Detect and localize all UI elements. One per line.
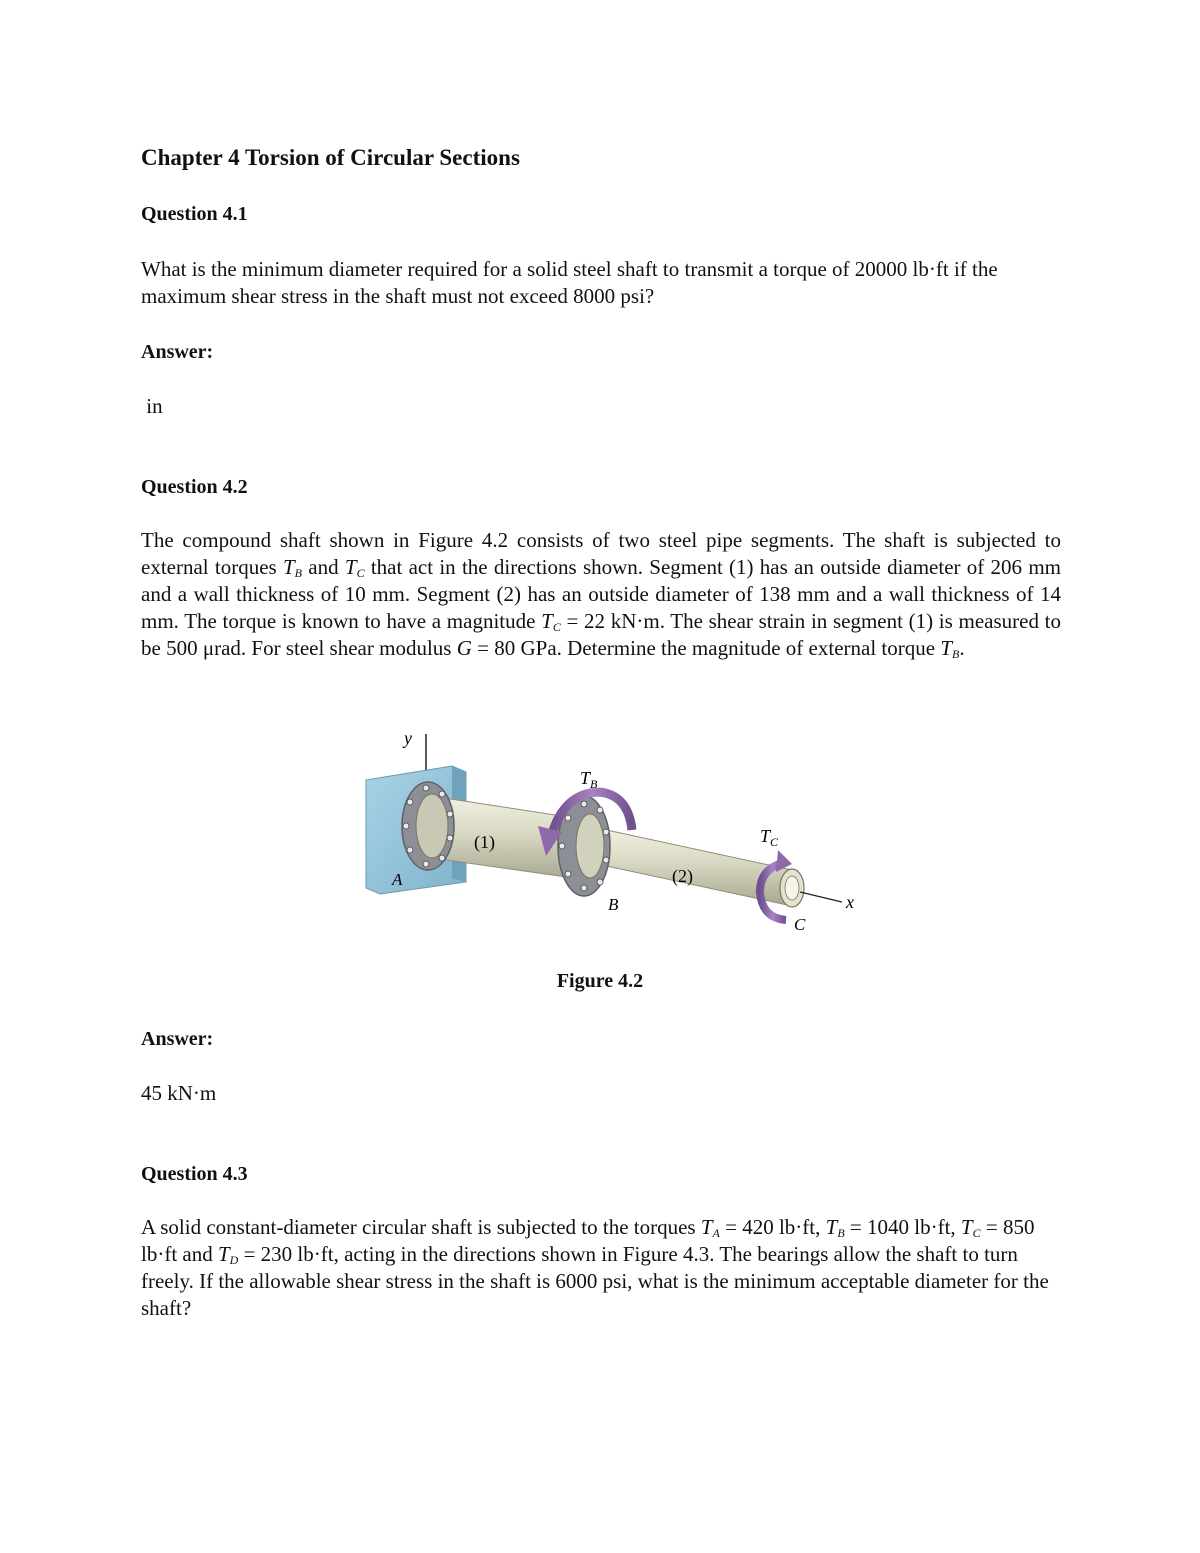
- compound-shaft-diagram: [340, 722, 880, 942]
- question-4-2-answer-label: Answer:: [141, 1028, 214, 1050]
- question-4-2-heading: Question 4.2: [141, 476, 248, 498]
- figure-4-2: [340, 722, 880, 942]
- q3-td-symbol: T: [217, 1242, 230, 1266]
- torque-tb-subscript: B: [590, 777, 598, 791]
- x-axis-line: [800, 892, 842, 902]
- segment-2-label: (2): [672, 866, 693, 886]
- q2-tc-symbol-2: T: [541, 609, 553, 633]
- q3-text-part-1: A solid constant-diameter circular shaft is subjected to the torques: [141, 1215, 701, 1239]
- torque-tb-letter: T: [580, 768, 591, 788]
- y-axis-label: y: [404, 728, 412, 748]
- q2-text-part-3: that act in the directions shown. Segment (1) has an outside diameter of 206 mm and a wall thickness of 10 mm. Segment (2) has an outside diameter of 138 mm and a wall thickness of 14 mm. The torque is known to have a magnitude: [141, 555, 1061, 633]
- q3-ta-symbol: T: [700, 1215, 713, 1239]
- q3-tb-symbol: T: [825, 1215, 838, 1239]
- flange-b-hub: [576, 814, 604, 878]
- q3-text-part-2: = 420 lb·ft,: [719, 1215, 826, 1239]
- q2-tb-symbol-2: T: [940, 636, 953, 660]
- question-4-1-answer-value: in: [141, 394, 163, 418]
- question-4-3-heading: Question 4.3: [141, 1163, 248, 1185]
- torque-tc-label: [760, 826, 779, 849]
- question-4-1-answer-label: Answer:: [141, 341, 214, 363]
- q2-tc-symbol: T: [344, 555, 357, 579]
- q2-text-part-1: The compound shaft shown in Figure 4.2 consists of two steel pipe segments. The shaft is subjected to external torques: [141, 528, 1061, 579]
- figure-4-2-caption: Figure 4.2: [556, 970, 644, 992]
- q2-text-part-2: and: [302, 555, 345, 579]
- q2-tb-sub: B: [294, 566, 303, 580]
- support-a-label: A: [392, 870, 403, 889]
- q2-tc-sub: C: [356, 566, 365, 580]
- q3-text-part-4: = 850 lb·ft and: [141, 1215, 1035, 1266]
- flange-b-label: B: [608, 895, 619, 914]
- q2-text-part-6: .: [959, 636, 965, 660]
- q2-text-part-5: = 80 GPa. Determine the magnitude of external torque: [471, 636, 941, 660]
- q2-tb-sub-2: B: [952, 647, 960, 661]
- shaft-end-c-bore: [785, 876, 799, 900]
- torque-tb-label: [580, 768, 598, 791]
- shaft-end-c-label: C: [794, 915, 806, 934]
- question-4-1-text: What is the minimum diameter required for a solid steel shaft to transmit a torque of 20000 lb·ft if the maximum shear stress in the shaft must not exceed 8000 psi?: [141, 257, 998, 308]
- q2-g-symbol: G: [456, 636, 472, 660]
- q3-ta-sub: A: [712, 1226, 720, 1240]
- q2-text-part-4: = 22 kN·m. The shear strain in segment (1) is measured to be 500 μrad. For steel shear modulus: [141, 609, 1061, 660]
- q3-text-part-3: = 1040 lb·ft,: [844, 1215, 961, 1239]
- q3-td-sub: D: [229, 1253, 239, 1267]
- question-4-1-heading: Question 4.1: [141, 203, 248, 225]
- segment-1-label: (1): [474, 832, 495, 852]
- question-4-3-text: [141, 1214, 1061, 1322]
- q3-tc-sub: C: [972, 1226, 981, 1240]
- torque-tc-subscript: C: [770, 835, 779, 849]
- x-axis-label: x: [846, 892, 854, 912]
- chapter-title: Chapter 4 Torsion of Circular Sections: [141, 145, 520, 170]
- q3-tc-symbol: T: [960, 1215, 973, 1239]
- q2-tc-sub-2: C: [552, 620, 561, 634]
- question-4-2-text: [141, 527, 1061, 662]
- q3-text-part-5: = 230 lb·ft, acting in the directions shown in Figure 4.3. The bearings allow the shaft to turn freely. If the allowable shear stress in the shaft is 6000 psi, what is the minimum acceptable diameter for the shaft?: [141, 1242, 1049, 1320]
- question-4-2-answer-value: 45 kN·m: [141, 1081, 217, 1105]
- torque-tc-letter: T: [760, 826, 771, 846]
- flange-a-hub: [416, 794, 448, 858]
- q3-tb-sub: B: [837, 1226, 845, 1240]
- q2-tb-symbol: T: [282, 555, 295, 579]
